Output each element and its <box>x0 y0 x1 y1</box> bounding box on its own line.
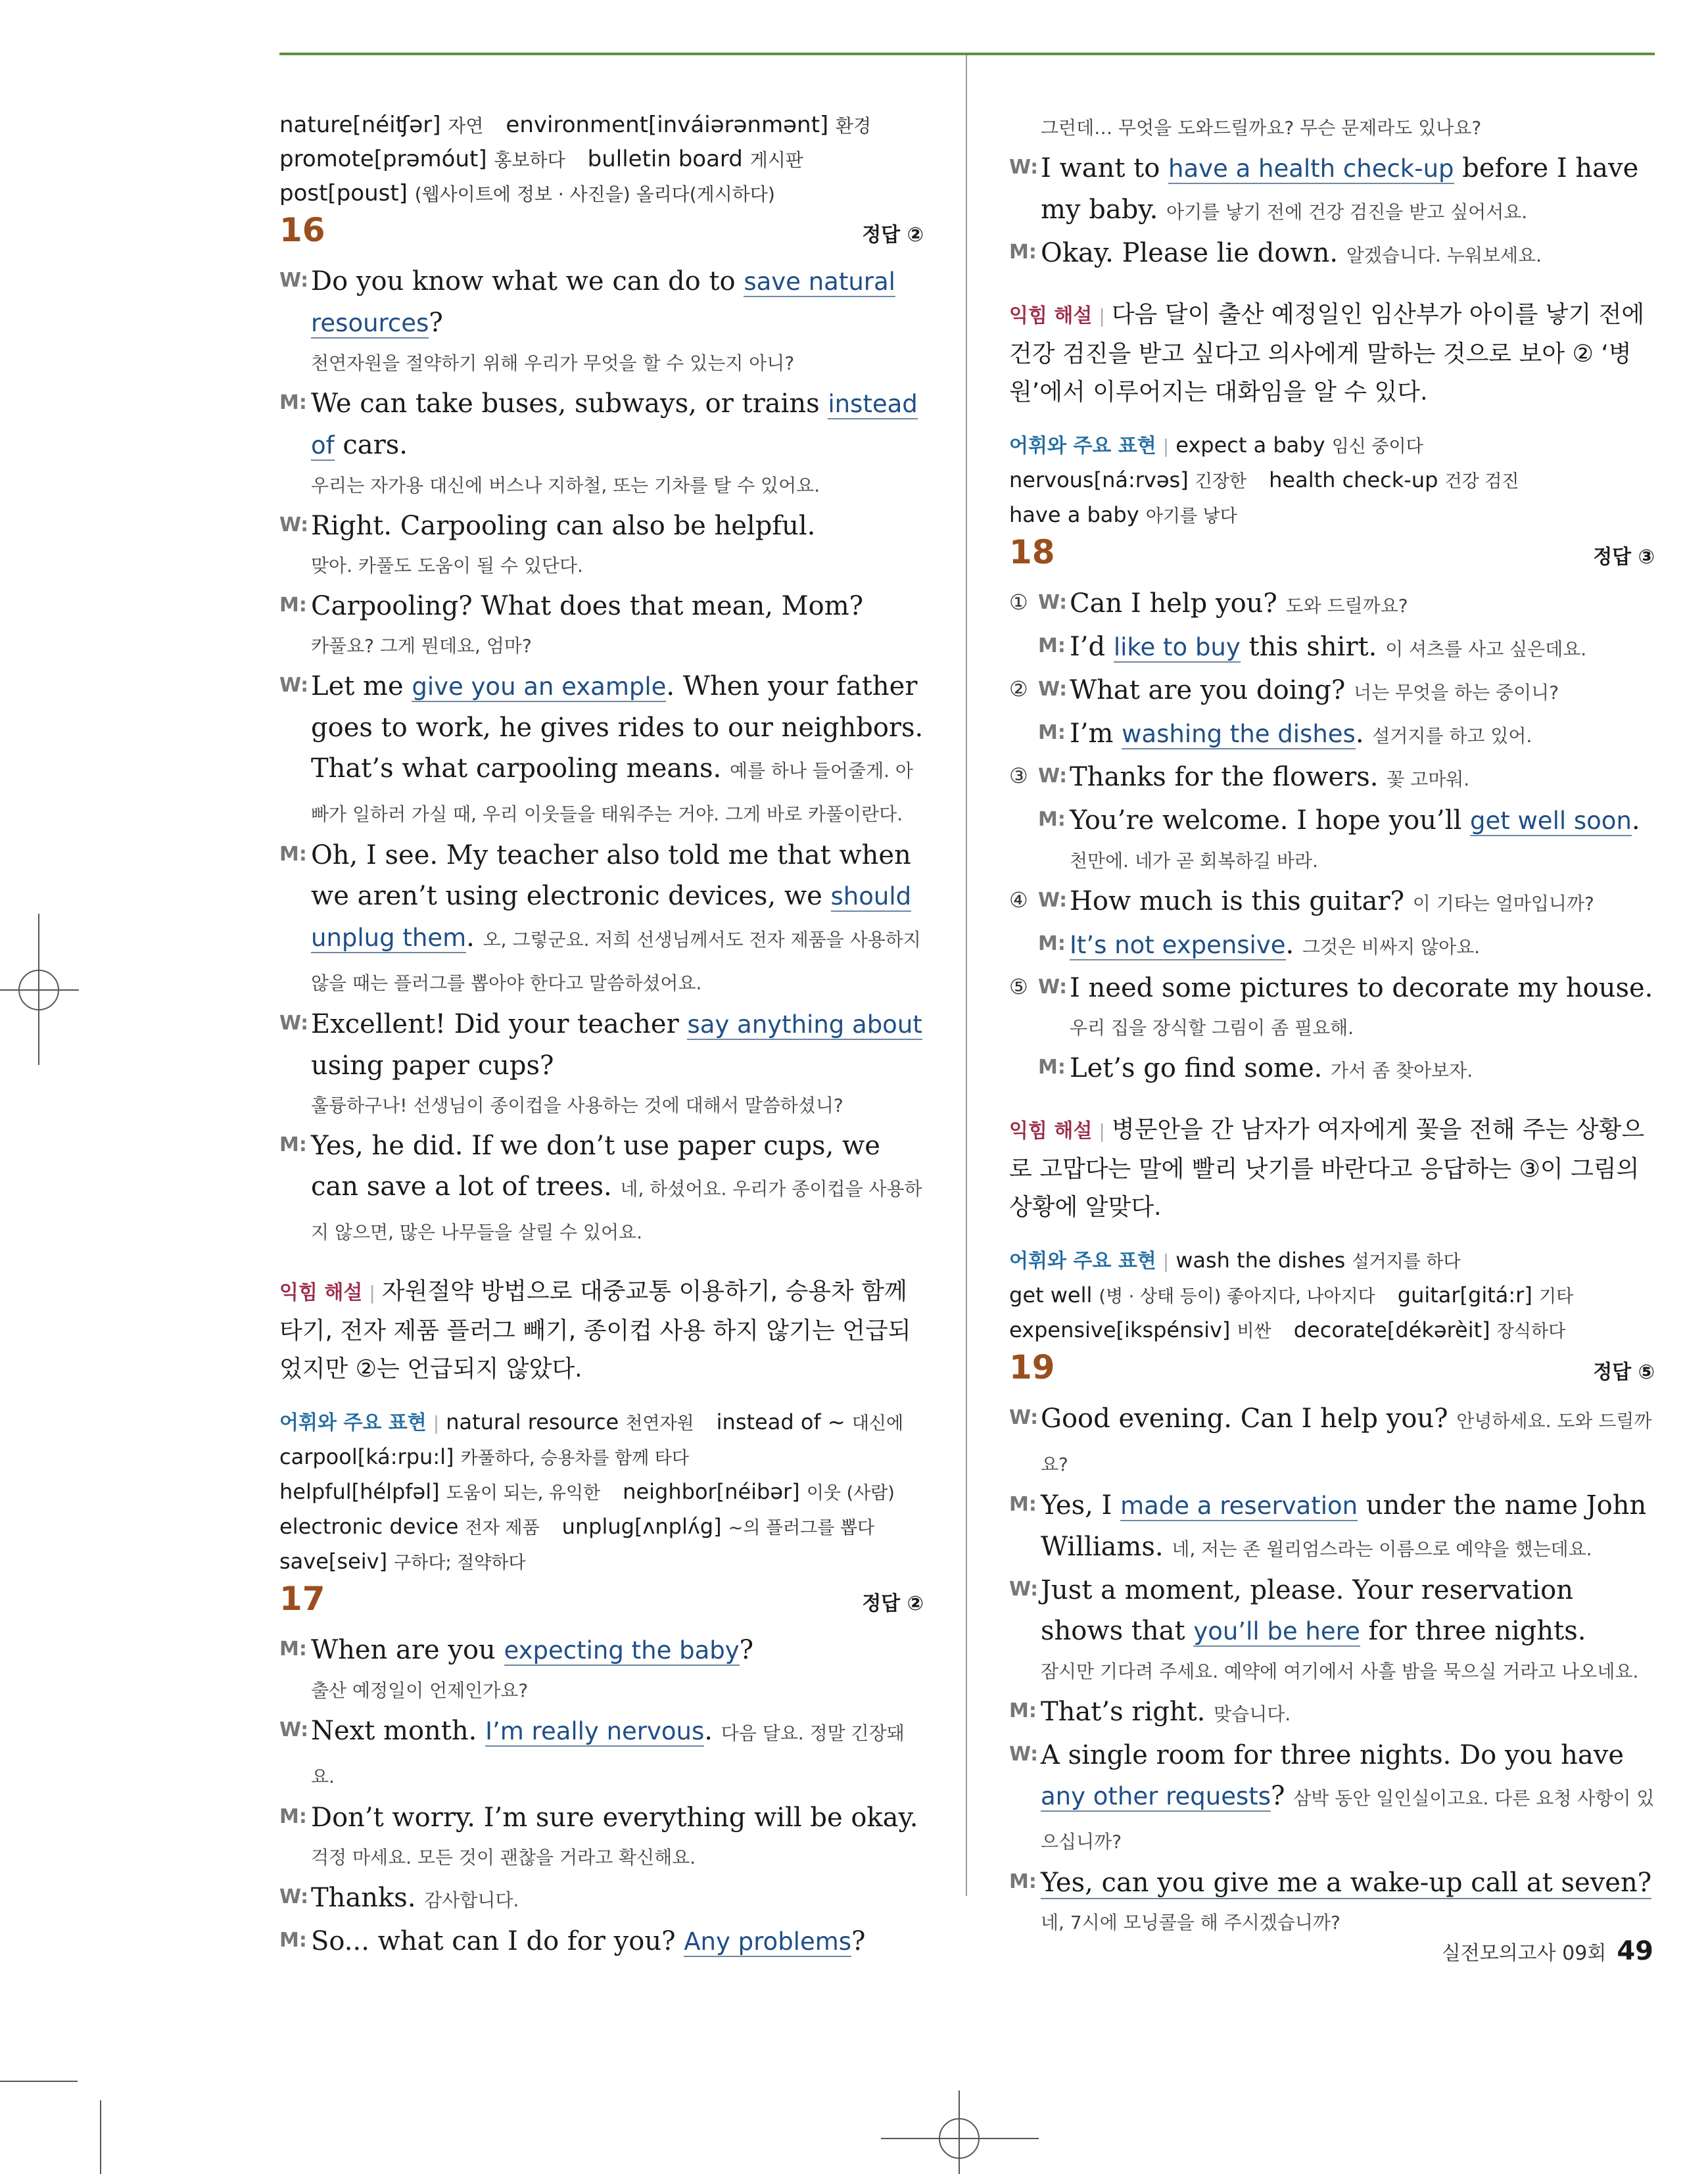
korean-translation: 맞습니다. <box>1214 1703 1291 1725</box>
highlighted-phrase: I’m really nervous <box>485 1717 705 1745</box>
utterance: A single room for three nights. Do you have any other requests? 삼박 동안 일인실이고요. 다른 요청 사항이 있으십니까? <box>1041 1740 1655 1853</box>
separator: | <box>1162 435 1170 457</box>
vocab-meaning: 대신에 <box>851 1413 904 1434</box>
utterance: That’s right. 맞습니다. <box>1041 1697 1291 1727</box>
answer-label: 정답 ③ <box>1593 546 1655 569</box>
utterance: Yes, I made a reservation under the name John Williams. 네, 저는 존 윌리엄스라는 이름으로 예약을 했는데요. <box>1041 1490 1647 1562</box>
option-number: ③ <box>1009 763 1028 788</box>
question-number: 19 <box>1009 1348 1055 1386</box>
utterance: Can I help you? 도와 드릴까요? <box>1070 588 1408 619</box>
speaker-label: W: <box>1009 156 1039 179</box>
utterance: Don’t worry. I’m sure everything will be okay. <box>311 1803 918 1833</box>
dialogue-line <box>1009 1398 1655 1485</box>
highlighted-phrase: save natural resources <box>311 268 895 337</box>
korean-translation: 이 기타는 얼마입니까? <box>1412 893 1594 914</box>
vocab-term: wash the dishes <box>1175 1248 1346 1273</box>
question-number: 18 <box>1009 533 1055 571</box>
vocab-term: electronic device <box>279 1514 459 1539</box>
dialogue-line <box>279 506 924 546</box>
vocab-meaning: 건강 검진 <box>1444 471 1519 492</box>
utterance: Oh, I see. My teacher also told me that when we aren’t using electronic devices, we should unplug them. 오, 그렇군요. 저희 선생님께서도 전자 제품을 사용하지 않을 때는 플러그를 뽑아야 한다고 말씀하셨어요. <box>311 840 921 994</box>
vocab-meaning: 장식하다 <box>1496 1321 1566 1342</box>
speaker-label: M: <box>1009 1699 1037 1722</box>
option-number <box>1009 713 1038 720</box>
dialogue-line <box>279 1797 924 1838</box>
utterance: Thanks. 감사합니다. <box>311 1883 519 1913</box>
dialogue-line <box>1009 713 1655 757</box>
utterance: Do you know what we can do to save natural resources? <box>311 266 895 338</box>
korean-translation: 훌륭하구나! 선생님이 종이컵을 사용하는 것에 대해서 말씀하셨니? <box>311 1095 843 1116</box>
highlighted-phrase: like to buy <box>1113 633 1241 661</box>
utterance: Let me give you an example. When your father goes to work, he gives rides to our neighbors. That’s what carpooling means. 예를 하나 들어줄게. 아빠가 일하러 가실 때, 우리 이웃들을 태워주는 거야. 그게 바로 카풀이란다. <box>311 671 924 825</box>
vocab-meaning: 기타 <box>1538 1287 1574 1307</box>
vocab-row <box>279 177 924 211</box>
explanation: 익힘 해설 | 병문안을 간 남자가 여자에게 꽃을 전해 주는 상황으로 고맙다는 말에 빨리 낫기를 바란다고 응답하는 ③이 그림의 상황에 알맞다. <box>1009 1116 1645 1221</box>
vocab-term: natural resource <box>446 1409 619 1434</box>
question-16 <box>279 211 924 1580</box>
dialogue-line <box>1009 1048 1655 1091</box>
speaker-label: W: <box>279 1885 309 1908</box>
dialogue-line <box>279 586 924 626</box>
speaker-label: W: <box>279 269 309 292</box>
korean-translation: 이 셔츠를 사고 싶은데요. <box>1385 638 1587 660</box>
highlighted-phrase: should unplug them <box>311 882 912 952</box>
utterance: I need some pictures to decorate my house. <box>1070 973 1653 1003</box>
speaker-label: M: <box>1038 721 1066 744</box>
speaker-label: W: <box>1009 1406 1039 1429</box>
speaker-label: W: <box>1038 976 1068 999</box>
vocab-term: have a baby <box>1009 502 1139 527</box>
korean-translation: 삼박 동안 일인실이고요. 다른 요청 사항이 있으십니까? <box>1041 1787 1655 1853</box>
vocabulary <box>1009 1244 1655 1348</box>
dialogue-line <box>279 261 924 344</box>
option-number: ⑤ <box>1009 974 1028 999</box>
underlined-answer: Yes, can you give me a wake-up call at seven? <box>1041 1868 1652 1898</box>
dialogue-line <box>279 1125 924 1253</box>
highlighted-phrase: you’ll be here <box>1193 1617 1360 1645</box>
vocab-term: instead of ~ <box>716 1409 845 1434</box>
vocab-meaning: 전자 제품 <box>465 1518 540 1538</box>
vocab-row <box>279 108 924 143</box>
speaker-label: M: <box>1009 1870 1037 1893</box>
vocab-meaning: 이웃 (사람) <box>806 1483 895 1503</box>
utterance: So... what can I do for you? Any problems? <box>311 1926 866 1956</box>
utterance: How much is this guitar? 이 기타는 얼마입니까? <box>1070 886 1594 916</box>
answer-label: 정답 ⑤ <box>1593 1361 1655 1384</box>
vocab-row <box>279 1440 924 1475</box>
speaker-label: M: <box>1038 808 1066 831</box>
dialogue-line <box>1009 1485 1655 1570</box>
separator: | <box>1162 1250 1170 1272</box>
vocab-row <box>1009 463 1655 498</box>
highlighted-phrase: give you an example <box>412 673 667 701</box>
vocab-meaning: 자연 <box>448 115 484 137</box>
separator: | <box>1099 305 1105 327</box>
utterance: Next month. I’m really nervous. 다음 달요. 정말 긴장돼요. <box>311 1716 905 1787</box>
dialogue-line <box>279 1004 924 1086</box>
korean-translation: 너는 무엇을 하는 중이니? <box>1354 682 1559 703</box>
vocab-term: environment[inváiərənmənt] <box>506 112 829 138</box>
explanation: 익힘 해설 | 자원절약 방법으로 대중교통 이용하기, 승용차 함께 타기, 전자 제품 플러그 빼기, 종이컵 사용 하지 않기는 언급되었지만 ②는 언급되지 않았다. <box>279 1278 911 1382</box>
vocab-row <box>1009 1244 1655 1279</box>
vocab-term: expect a baby <box>1175 433 1325 458</box>
korean-translation: 아기를 낳기 전에 건강 검진을 받고 싶어서요. <box>1166 201 1528 223</box>
vocab-label: 어휘와 주요 표현 <box>1009 1250 1156 1273</box>
speaker-label: W: <box>279 513 309 536</box>
vocab-row <box>279 1475 924 1510</box>
vocab-term: guitar[gitá:r] <box>1397 1283 1532 1308</box>
vocab-row <box>1009 1279 1655 1313</box>
question-header <box>1009 1348 1655 1386</box>
korean-translation: 천연자원을 절약하기 위해 우리가 무엇을 할 수 있는지 아니? <box>311 352 795 374</box>
vocab-row <box>279 143 924 177</box>
speaker-label: W: <box>1038 765 1068 788</box>
separator: | <box>1099 1120 1105 1142</box>
utterance: I want to have a health check-up before I have my baby. 아기를 낳기 전에 건강 검진을 받고 싶어서요. <box>1041 153 1639 225</box>
speaker-label: M: <box>279 1133 307 1156</box>
speaker-label: M: <box>279 1929 307 1952</box>
korean-translation: 걱정 마세요. 모든 것이 괜찮을 거라고 확신해요. <box>311 1847 696 1868</box>
vocab-term: get well <box>1009 1283 1093 1308</box>
utterance: Yes, he did. If we don’t use paper cups, we can save a lot of trees. 네, 하셨어요. 우리가 종이컵을 사용하지 않으면, 많은 나무들을 살릴 수 있어요. <box>311 1131 922 1243</box>
utterance: We can take buses, subways, or trains instead of cars. <box>311 389 918 460</box>
speaker-label: M: <box>1009 1493 1037 1516</box>
highlighted-phrase: say anything about <box>687 1010 922 1039</box>
dialogue-line <box>279 1921 924 1962</box>
utterance: What are you doing? 너는 무엇을 하는 중이니? <box>1070 675 1559 705</box>
answer-label: 정답 ② <box>862 224 924 247</box>
crop-mark-corner-v <box>100 2100 101 2174</box>
vocab-meaning: 아기를 낳다 <box>1145 506 1237 527</box>
korean-translation: 우리 집을 장식할 그림이 좀 필요해. <box>1070 1017 1354 1039</box>
korean-translation: 맞아. 카풀도 도움이 될 수 있단다. <box>311 555 583 577</box>
korean-translation: 네, 하셨어요. 우리가 종이컵을 사용하지 않으면, 많은 나무들을 살릴 수 있어요. <box>311 1178 922 1243</box>
explanation-label: 익힘 해설 <box>279 1281 363 1304</box>
korean-translation: 오, 그렇군요. 저희 선생님께서도 전자 제품을 사용하지 않을 때는 플러그를 뽑아야 한다고 말씀하셨어요. <box>311 929 921 994</box>
vocab-meaning: (웹사이트에 정보 · 사진을) 올리다(게시하다) <box>414 183 775 205</box>
separator: | <box>369 1282 375 1304</box>
dialogue-line <box>1009 626 1655 670</box>
utterance: When are you expecting the baby? <box>311 1635 754 1665</box>
explanation-label: 익힘 해설 <box>1009 1120 1093 1143</box>
vocabulary <box>279 1406 924 1580</box>
option-number <box>1009 626 1038 633</box>
vocab-meaning: 설거지를 하다 <box>1352 1252 1461 1272</box>
separator: | <box>433 1412 440 1434</box>
speaker-label: W: <box>1009 1578 1039 1601</box>
vocab-term: promote[prəmóut] <box>279 146 487 172</box>
dialogue-line <box>1009 1570 1655 1652</box>
speaker-label: M: <box>279 1638 307 1661</box>
dialogue-line <box>1009 881 1655 924</box>
vocab-meaning: 비싼 <box>1237 1321 1271 1342</box>
utterance: I’d like to buy this shirt. 이 셔츠를 사고 싶은데요. <box>1070 632 1587 662</box>
speaker-label: W: <box>1038 889 1068 912</box>
dialogue-line <box>279 1630 924 1671</box>
utterance <box>1041 1862 1655 1903</box>
speaker-label: W: <box>279 1012 309 1035</box>
question-18 <box>1009 533 1655 1348</box>
vocab-meaning: ~의 플러그를 뽑다 <box>728 1518 875 1538</box>
vocab-meaning: 카풀하다, 승용차를 함께 타다 <box>460 1448 689 1469</box>
dialogue-line <box>1009 924 1655 968</box>
utterance: Let’s go find some. 가서 좀 찾아보자. <box>1070 1053 1473 1083</box>
crop-mark-corner-h <box>0 2081 78 2082</box>
vocab-term: decorate[dékərèit] <box>1293 1317 1490 1342</box>
vocab-term: bulletin board <box>587 146 743 172</box>
vocab-meaning: 구하다; 절약하다 <box>394 1553 526 1573</box>
vocab-term: expensive[ikspénsiv] <box>1009 1317 1231 1342</box>
vocabulary <box>1009 429 1655 533</box>
utterance: Okay. Please lie down. 알겠습니다. 누워보세요. <box>1041 238 1542 268</box>
korean-translation: 예를 하나 들어줄게. 아빠가 일하러 가실 때, 우리 이웃들을 태워주는 거야. 그게 바로 카풀이란다. <box>311 760 913 825</box>
speaker-label: M: <box>1038 1056 1066 1079</box>
vocab-term: nature[néiʧər] <box>279 112 441 138</box>
dialogue-line <box>1009 968 1655 1008</box>
question-number: 16 <box>279 211 325 249</box>
korean-translation: 다음 달요. 정말 긴장돼요. <box>311 1722 905 1787</box>
korean-translation: 감사합니다. <box>424 1889 519 1911</box>
vocab-term: nervous[ná:rvəs] <box>1009 467 1189 492</box>
korean-translation: 알겠습니다. 누워보세요. <box>1346 245 1542 266</box>
utterance: I’m washing the dishes. 설거지를 하고 있어. <box>1070 719 1532 749</box>
utterance: Thanks for the flowers. 꽃 고마워. <box>1070 762 1470 792</box>
korean-translation: 도와 드릴까요? <box>1285 595 1408 617</box>
vocab-term: health check-up <box>1269 467 1438 492</box>
highlighted-phrase: instead of <box>311 390 918 460</box>
highlighted-phrase: get well soon <box>1470 807 1632 835</box>
dialogue-line <box>279 666 924 835</box>
vocab-meaning: 임신 중이다 <box>1331 437 1423 457</box>
korean-translation: 그런데… 무엇을 도와드릴까요? 무슨 문제라도 있나요? <box>1041 117 1482 139</box>
utterance: It’s not expensive. 그것은 비싸지 않아요. <box>1070 930 1481 960</box>
utterance: Right. Carpooling can also be helpful. <box>311 511 816 541</box>
speaker-label: W: <box>1038 591 1068 614</box>
korean-translation: 천만에. 네가 곧 회복하길 바라. <box>1070 850 1318 872</box>
utterance: Just a moment, please. Your reservation shows that you’ll be here for three nights. <box>1041 1575 1586 1646</box>
vocab-term: save[seiv] <box>279 1549 388 1574</box>
dialogue-line <box>1009 1735 1655 1862</box>
highlighted-phrase: Any problems <box>684 1927 852 1956</box>
korean-translation: 그것은 비싸지 않아요. <box>1302 936 1481 958</box>
korean-translation: 네, 7시에 모닝콜을 해 주시겠습니까? <box>1041 1912 1340 1933</box>
korean-translation: 우리는 자가용 대신에 버스나 지하철, 또는 기차를 탈 수 있어요. <box>311 475 820 496</box>
speaker-label: M: <box>279 1805 307 1828</box>
vocab-row <box>279 1510 924 1545</box>
left-column <box>279 108 924 1962</box>
vocab-top <box>279 108 924 211</box>
vocab-meaning: 긴장한 <box>1195 471 1247 492</box>
vocab-term: carpool[ká:rpu:l] <box>279 1444 454 1469</box>
korean-translation: 안녕하세요. 도와 드릴까요? <box>1041 1410 1652 1475</box>
vocab-meaning: (병 · 상태 등이) 좋아지다, 나아지다 <box>1099 1287 1375 1307</box>
utterance: Good evening. Can I help you? 안녕하세요. 도와 드릴까요? <box>1041 1404 1652 1475</box>
footer-label: 실전모의고사 09회 <box>1441 1942 1607 1965</box>
vocab-term: unplug[ʌnplʌ́g] <box>561 1514 722 1539</box>
vocab-meaning: 천연자원 <box>625 1413 694 1434</box>
vocab-label: 어휘와 주요 표현 <box>279 1411 427 1434</box>
vocab-row <box>279 1406 924 1440</box>
registration-circle-bottom <box>939 2118 980 2159</box>
vocab-row <box>1009 429 1655 463</box>
highlighted-phrase: expecting the baby <box>504 1636 740 1665</box>
speaker-label: W: <box>279 1718 309 1741</box>
vocab-row <box>279 1545 924 1580</box>
vocab-row <box>1009 1313 1655 1348</box>
dialogue-line <box>1009 800 1655 841</box>
korean-translation: 카풀요? 그게 뭔데요, 엄마? <box>311 635 532 657</box>
utterance: Carpooling? What does that mean, Mom? <box>311 591 864 621</box>
top-rule <box>279 53 1655 55</box>
highlighted-phrase: washing the dishes <box>1122 720 1356 748</box>
registration-circle-left <box>18 970 59 1010</box>
question-header <box>279 211 924 249</box>
question-header <box>279 1580 924 1618</box>
utterance: You’re welcome. I hope you’ll get well soon. <box>1070 805 1640 836</box>
dialogue-line <box>279 835 924 1004</box>
option-number <box>1009 1048 1038 1054</box>
explanation-label: 익힘 해설 <box>1009 304 1093 327</box>
vocab-meaning: 환경 <box>835 115 872 137</box>
question-header <box>1009 533 1655 571</box>
dialogue-line <box>279 383 924 466</box>
page-number: 49 <box>1617 1936 1653 1966</box>
vocab-term: neighbor[néibər] <box>623 1479 800 1504</box>
dialogue-line <box>1009 670 1655 713</box>
question-19 <box>1009 1348 1655 1943</box>
vocab-term: post[poust] <box>279 180 408 206</box>
dialogue-line <box>279 1711 924 1797</box>
right-column <box>1009 108 1655 1943</box>
korean-translation: 가서 좀 찾아보자. <box>1331 1060 1473 1081</box>
vocab-meaning: 홍보하다 <box>494 149 565 171</box>
vocab-meaning: 게시판 <box>749 149 803 171</box>
speaker-label: M: <box>279 391 307 414</box>
highlighted-phrase: It’s not expensive <box>1070 931 1286 959</box>
answer-label: 정답 ② <box>862 1592 924 1615</box>
korean-translation: 출산 예정일이 언제인가요? <box>311 1680 529 1701</box>
vocab-label: 어휘와 주요 표현 <box>1009 435 1156 458</box>
dialogue-line <box>1009 1862 1655 1903</box>
speaker-label: W: <box>279 674 309 697</box>
highlighted-phrase: any other requests <box>1041 1782 1271 1810</box>
korean-translation: 꽃 고마워. <box>1387 768 1470 790</box>
explanation: 익힘 해설 | 다음 달이 출산 예정일인 임산부가 아이를 낳기 전에 건강 검진을 받고 싶다고 의사에게 말하는 것으로 보아 ② ‘병원’에서 이루어지는 대화임을 알 수 있다. <box>1009 301 1645 406</box>
option-number: ① <box>1009 590 1028 615</box>
speaker-label: M: <box>1009 241 1037 264</box>
speaker-label: W: <box>1009 1743 1039 1766</box>
page-footer <box>1442 1936 1653 1966</box>
question-17 <box>279 1580 924 1962</box>
speaker-label: M: <box>279 843 307 866</box>
option-number: ④ <box>1009 887 1028 912</box>
question-17-continued <box>1009 108 1655 533</box>
korean-translation: 잠시만 기다려 주세요. 예약에 여기에서 사흘 밤을 묵으실 거라고 나오네요. <box>1041 1661 1639 1682</box>
dialogue-line <box>1009 233 1655 276</box>
dialogue-line <box>1009 148 1655 233</box>
speaker-label: M: <box>279 594 307 617</box>
vocab-meaning: 도움이 되는, 유익한 <box>446 1483 601 1503</box>
dialogue-line <box>1009 1691 1655 1735</box>
korean-translation: 네, 저는 존 윌리엄스라는 이름으로 예약을 했는데요. <box>1172 1538 1592 1560</box>
korean-translation: 설거지를 하고 있어. <box>1372 725 1532 747</box>
option-number <box>1009 800 1038 807</box>
dialogue-line <box>1009 757 1655 800</box>
vocab-row <box>1009 498 1655 533</box>
question-number: 17 <box>279 1580 325 1618</box>
speaker-label: M: <box>1038 932 1066 955</box>
speaker-label: W: <box>1038 678 1068 701</box>
dialogue-line <box>1009 583 1655 626</box>
speaker-label: M: <box>1038 634 1066 657</box>
utterance: Excellent! Did your teacher say anything about using paper cups? <box>311 1009 922 1081</box>
column-divider <box>966 55 967 1896</box>
vocab-term: helpful[hélpfəl] <box>279 1479 440 1504</box>
highlighted-phrase: have a health check-up <box>1168 154 1454 183</box>
highlighted-phrase: made a reservation <box>1120 1492 1358 1520</box>
option-number: ② <box>1009 676 1028 701</box>
option-number <box>1009 924 1038 931</box>
dialogue-line <box>279 1878 924 1921</box>
